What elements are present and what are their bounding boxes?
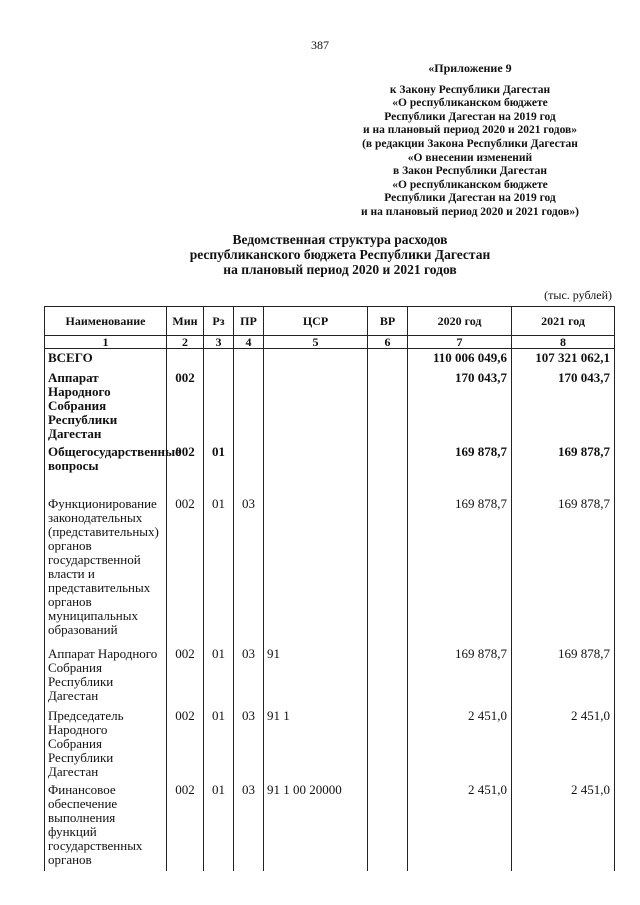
col-number: 3: [204, 336, 234, 349]
header-name: Наименование: [45, 307, 167, 336]
table-row: [45, 645, 615, 707]
table-row: [45, 349, 615, 369]
appendix-line: «О внесении изменений: [407, 151, 533, 164]
row-pr: [234, 349, 264, 369]
row-rz: 01: [204, 495, 234, 645]
row-rz: [204, 349, 234, 369]
row-vr: [368, 495, 408, 645]
document-title: [40, 232, 640, 277]
row-csr: [264, 443, 368, 495]
row-min: 002: [167, 781, 204, 871]
column-number-row: [45, 336, 615, 349]
row-csr: 91 1 00 20000: [264, 781, 368, 871]
row-2021: 2 451,0: [512, 707, 615, 781]
title-line: на плановый период 2020 и 2021 годов: [223, 262, 457, 277]
col-number: 4: [234, 336, 264, 349]
header-pr: ПР: [234, 307, 264, 336]
row-2021: 169 878,7: [512, 645, 615, 707]
row-vr: [368, 349, 408, 369]
header-rz: Рз: [204, 307, 234, 336]
col-number: 5: [264, 336, 368, 349]
row-vr: [368, 645, 408, 707]
row-vr: [368, 781, 408, 871]
row-min: 002: [167, 443, 204, 495]
row-min: [167, 349, 204, 369]
title-line: республиканского бюджета Республики Дагестан: [189, 247, 491, 262]
row-2021: 2 451,0: [512, 781, 615, 871]
table-row: [45, 707, 615, 781]
appendix-line: к Закону Республики Дагестан: [389, 83, 551, 96]
row-name: Председатель Народного Собрания Республики Дагестан: [45, 707, 167, 781]
row-min: 002: [167, 369, 204, 443]
header-2021: 2021 год: [512, 307, 615, 336]
header-2020: 2020 год: [408, 307, 512, 336]
header-min: Мин: [167, 307, 204, 336]
row-pr: [234, 443, 264, 495]
row-min: 002: [167, 645, 204, 707]
appendix-block: [330, 62, 610, 220]
page-number: 387: [311, 38, 329, 52]
col-number: 6: [368, 336, 408, 349]
row-2020: 169 878,7: [408, 495, 512, 645]
row-min: 002: [167, 495, 204, 645]
appendix-line: (в редакции Закона Республики Дагестан: [362, 137, 578, 150]
row-min: 002: [167, 707, 204, 781]
col-number: 7: [408, 336, 512, 349]
table-row: [45, 369, 615, 443]
appendix-line: в Закон Республики Дагестан: [393, 165, 547, 178]
row-vr: [368, 707, 408, 781]
row-2021: 107 321 062,1: [512, 349, 615, 369]
header-vr: ВР: [368, 307, 408, 336]
row-2021: 169 878,7: [512, 443, 615, 495]
row-2020: 2 451,0: [408, 781, 512, 871]
expenditure-table: [44, 306, 615, 871]
appendix-label: «Приложение 9: [428, 61, 512, 75]
appendix-line: «О республиканском бюджете: [392, 178, 548, 191]
row-rz: 01: [204, 443, 234, 495]
row-rz: [204, 369, 234, 443]
row-2021: 169 878,7: [512, 495, 615, 645]
row-name: Общегосударственные вопросы: [45, 443, 167, 495]
col-number: 1: [45, 336, 167, 349]
row-pr: 03: [234, 645, 264, 707]
row-name: ВСЕГО: [45, 349, 167, 369]
row-pr: 03: [234, 707, 264, 781]
appendix-line: и на плановый период 2020 и 2021 годов»): [361, 205, 579, 218]
row-csr: [264, 495, 368, 645]
row-name: Аппарат Народного Собрания Республики Дагестан: [45, 645, 167, 707]
row-csr: 91 1: [264, 707, 368, 781]
appendix-line: Республики Дагестан на 2019 год: [384, 192, 556, 205]
row-rz: 01: [204, 781, 234, 871]
row-name: Финансовое обеспечение выполнения функций государственных органов: [45, 781, 167, 871]
header-csr: ЦСР: [264, 307, 368, 336]
row-csr: 91: [264, 645, 368, 707]
row-2020: 170 043,7: [408, 369, 512, 443]
table-row: [45, 781, 615, 871]
title-line: Ведомственная структура расходов: [232, 232, 448, 247]
row-2020: 110 006 049,6: [408, 349, 512, 369]
appendix-line: и на плановый период 2020 и 2021 годов»: [362, 124, 578, 137]
row-csr: [264, 349, 368, 369]
row-2020: 169 878,7: [408, 645, 512, 707]
row-2020: 169 878,7: [408, 443, 512, 495]
appendix-line: «О республиканском бюджете: [392, 97, 548, 110]
row-vr: [368, 369, 408, 443]
row-pr: 03: [234, 781, 264, 871]
row-name: Функционирование законодательных (представительных) органов государственной власти и представительных органов муниципальных образований: [45, 495, 167, 645]
row-csr: [264, 369, 368, 443]
row-pr: 03: [234, 495, 264, 645]
row-2021: 170 043,7: [512, 369, 615, 443]
col-number: 8: [512, 336, 615, 349]
units-label: (тыс. рублей): [544, 288, 612, 302]
row-pr: [234, 369, 264, 443]
row-rz: 01: [204, 707, 234, 781]
header-row: [45, 307, 615, 336]
appendix-line: Республики Дагестан на 2019 год: [384, 110, 556, 123]
row-rz: 01: [204, 645, 234, 707]
row-2020: 2 451,0: [408, 707, 512, 781]
table-row: [45, 443, 615, 495]
col-number: 2: [167, 336, 204, 349]
row-name: Аппарат Народного Собрания Республики Дагестан: [45, 369, 167, 443]
table-row: [45, 495, 615, 645]
row-vr: [368, 443, 408, 495]
